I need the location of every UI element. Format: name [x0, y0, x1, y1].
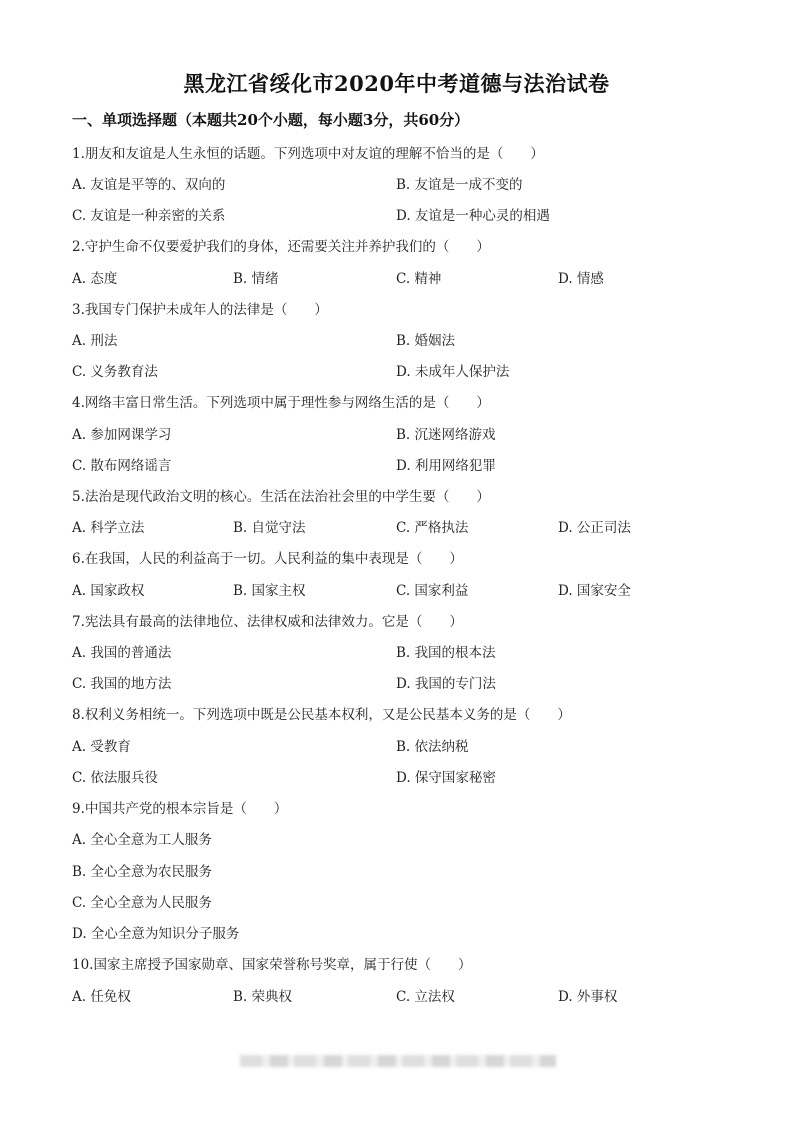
option-2b[interactable]: B. 情绪	[233, 271, 279, 287]
option-2a[interactable]: A. 态度	[72, 271, 118, 287]
option-10a[interactable]: A. 任免权	[72, 989, 131, 1005]
option-3d[interactable]: D. 未成年人保护法	[396, 364, 510, 380]
question-10: 10.国家主席授予国家勋章、国家荣誉称号奖章，属于行使（ ）	[72, 957, 472, 973]
option-4b[interactable]: B. 沉迷网络游戏	[396, 427, 496, 443]
option-6a[interactable]: A. 国家政权	[72, 583, 145, 599]
option-8d[interactable]: D. 保守国家秘密	[396, 770, 496, 786]
option-7c[interactable]: C. 我国的地方法	[72, 676, 172, 692]
option-3c[interactable]: C. 义务教育法	[72, 364, 158, 380]
option-5b[interactable]: B. 自觉守法	[233, 520, 306, 536]
question-1: 1.朋友和友谊是人生永恒的话题。下列选项中对友谊的理解不恰当的是（ ）	[72, 146, 544, 162]
option-4a[interactable]: A. 参加网课学习	[72, 427, 172, 443]
option-5c[interactable]: C. 严格执法	[396, 520, 469, 536]
option-2d[interactable]: D. 情感	[558, 271, 604, 287]
option-10b[interactable]: B. 荣典权	[233, 989, 293, 1005]
option-4d[interactable]: D. 利用网络犯罪	[396, 458, 496, 474]
option-1b[interactable]: B. 友谊是一成不变的	[396, 177, 523, 193]
option-1d[interactable]: D. 友谊是一种心灵的相遇	[396, 208, 550, 224]
option-3b[interactable]: B. 婚姻法	[396, 333, 456, 349]
option-6d[interactable]: D. 国家安全	[558, 583, 631, 599]
option-9d[interactable]: D. 全心全意为知识分子服务	[72, 926, 240, 942]
question-9: 9.中国共产党的根本宗旨是（ ）	[72, 801, 288, 817]
question-5: 5.法治是现代政治文明的核心。生活在法治社会里的中学生要（ ）	[72, 489, 490, 505]
question-2: 2.守护生命不仅要爱护我们的身体，还需要关注并养护我们的（ ）	[72, 239, 490, 255]
option-5a[interactable]: A. 科学立法	[72, 520, 145, 536]
option-6c[interactable]: C. 国家利益	[396, 583, 469, 599]
option-4c[interactable]: C. 散布网络谣言	[72, 458, 172, 474]
question-6: 6.在我国，人民的利益高于一切。人民利益的集中表现是（ ）	[72, 551, 463, 567]
option-8c[interactable]: C. 依法服兵役	[72, 770, 158, 786]
option-7b[interactable]: B. 我国的根本法	[396, 645, 496, 661]
option-9c[interactable]: C. 全心全意为人民服务	[72, 895, 212, 911]
blurred-footer-watermark	[240, 1055, 556, 1067]
option-3a[interactable]: A. 刑法	[72, 333, 118, 349]
question-3: 3.我国专门保护未成年人的法律是（ ）	[72, 302, 328, 318]
option-9b[interactable]: B. 全心全意为农民服务	[72, 864, 213, 880]
option-1a[interactable]: A. 友谊是平等的、双向的	[72, 177, 226, 193]
option-8b[interactable]: B. 依法纳税	[396, 739, 469, 755]
option-7a[interactable]: A. 我国的普通法	[72, 645, 172, 661]
option-9a[interactable]: A. 全心全意为工人服务	[72, 832, 212, 848]
question-4: 4.网络丰富日常生活。下列选项中属于理性参与网络生活的是（ ）	[72, 395, 490, 411]
option-7d[interactable]: D. 我国的专门法	[396, 676, 496, 692]
question-7: 7.宪法具有最高的法律地位、法律权威和法律效力。它是（ ）	[72, 614, 463, 630]
option-5d[interactable]: D. 公正司法	[558, 520, 631, 536]
option-8a[interactable]: A. 受教育	[72, 739, 131, 755]
option-10d[interactable]: D. 外事权	[558, 989, 618, 1005]
section-heading: 一、单项选择题（本题共20个小题，每小题3分，共60分）	[72, 111, 470, 129]
option-2c[interactable]: C. 精神	[396, 271, 442, 287]
option-6b[interactable]: B. 国家主权	[233, 583, 306, 599]
option-1c[interactable]: C. 友谊是一种亲密的关系	[72, 208, 226, 224]
page-title: 黑龙江省绥化市2020年中考道德与法治试卷	[183, 71, 610, 96]
question-8: 8.权利义务相统一。下列选项中既是公民基本权利，又是公民基本义务的是（ ）	[72, 707, 571, 723]
option-10c[interactable]: C. 立法权	[396, 989, 455, 1005]
